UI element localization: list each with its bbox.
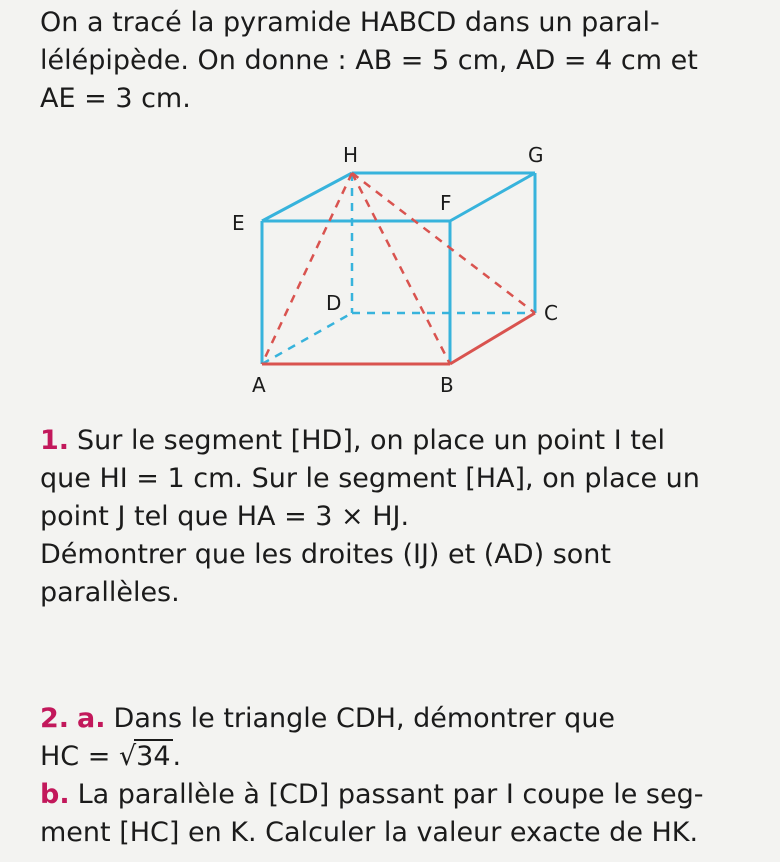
q2b-label: b. xyxy=(40,779,70,810)
sqrt-symbol: √ xyxy=(118,741,137,772)
label-B: B xyxy=(440,373,454,397)
label-F: F xyxy=(440,191,452,215)
label-A: A xyxy=(252,373,266,397)
sqrt-radicand: 34 xyxy=(136,741,171,772)
question-1-number: 1. xyxy=(40,425,70,456)
label-D: D xyxy=(326,291,342,315)
label-C: C xyxy=(544,301,558,325)
q1-line-5: parallèles. xyxy=(40,577,180,608)
edge-EH xyxy=(262,173,352,221)
label-H: H xyxy=(343,143,359,167)
q1-line-2: que HI = 1 cm. Sur le segment [HA], on place un xyxy=(40,463,700,494)
pyramid-edge-HB xyxy=(352,173,450,364)
q2a-line-1: Dans le triangle CDH, démontrer que xyxy=(113,703,616,734)
question-1 xyxy=(40,422,770,612)
q2a-suffix: . xyxy=(172,741,182,772)
question-2 xyxy=(40,700,770,852)
q2a-line-2 xyxy=(40,738,770,776)
q2b-line-1: La parallèle à [CD] passant par I coupe le seg- xyxy=(77,779,704,810)
q1-line-4: Démontrer que les droites (IJ) et (AD) sont xyxy=(40,539,611,570)
intro-line-2: lélépipède. On donne : AB = 5 cm, AD = 4 cm et xyxy=(40,45,698,76)
intro-line-3: AE = 3 cm. xyxy=(40,83,191,114)
q2a-label: a. xyxy=(77,703,106,734)
q2b-line-2: ment [HC] en K. Calculer la valeur exacte de HK. xyxy=(40,817,699,848)
pyramid-figure xyxy=(200,138,600,408)
label-E: E xyxy=(232,211,245,235)
question-2-number: 2. xyxy=(40,703,70,734)
pyramid-edge-BC xyxy=(450,313,535,364)
q1-line-3: point J tel que HA = 3 × HJ. xyxy=(40,501,410,532)
intro-paragraph xyxy=(40,4,770,118)
intro-line-1: On a tracé la pyramide HABCD dans un paral- xyxy=(40,7,660,38)
pyramid-edge-HA xyxy=(262,173,352,364)
label-G: G xyxy=(528,143,544,167)
q1-line-1: Sur le segment [HD], on place un point I tel xyxy=(77,425,665,456)
edge-AD xyxy=(262,313,352,364)
edge-FG xyxy=(450,173,535,221)
q2a-prefix: HC = xyxy=(40,741,119,772)
